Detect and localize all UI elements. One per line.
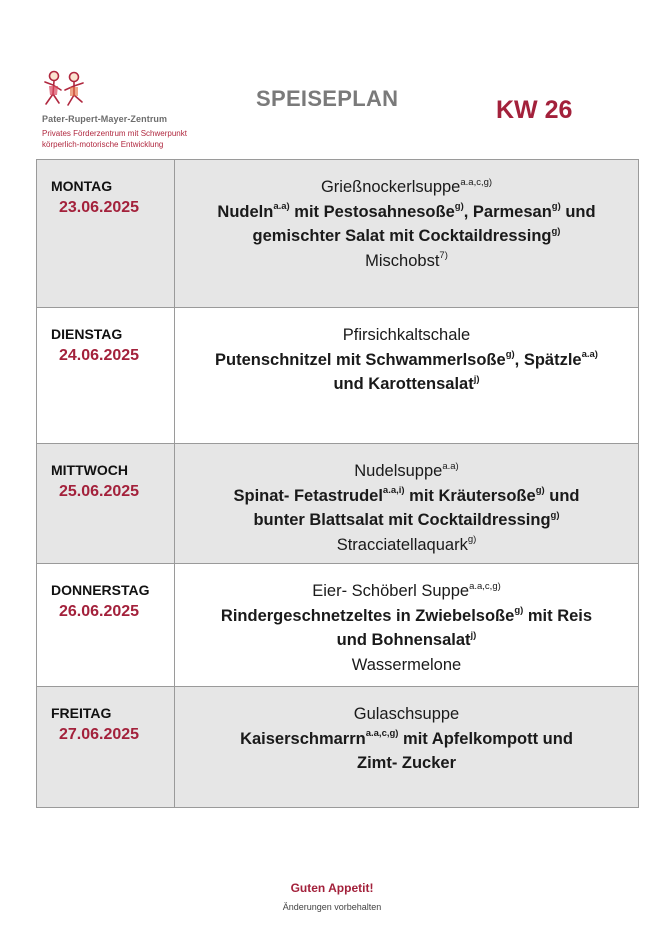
side-dish-line (175, 249, 638, 274)
dishes-cell (175, 564, 639, 686)
day-cell (37, 160, 175, 307)
allergen-code: a.a,i) (382, 485, 405, 496)
dish-text: mit Pestosahnesoße (289, 202, 455, 221)
calendar-week: KW 26 (496, 96, 573, 124)
side-dish-line (175, 579, 638, 604)
dish-text: Pfirsichkaltschale (342, 326, 471, 344)
side-dish-line (175, 323, 638, 348)
main-dish-line (175, 200, 638, 225)
allergen-code: g) (454, 201, 464, 212)
menu-row-tuesday (37, 308, 639, 444)
page-title: SPEISEPLAN (256, 86, 399, 111)
dishes-cell (175, 160, 639, 307)
logo-subtitle: Privates Förderzentrum mit Schwerpunkt (42, 129, 187, 138)
dish-text: und Bohnensalat (336, 631, 471, 649)
allergen-code: a.a,c,g) (365, 728, 399, 739)
day-date: 23.06.2025 (59, 199, 140, 216)
dish-text: Zimt- Zucker (356, 754, 457, 772)
dishes-cell (175, 444, 639, 563)
day-name: DIENSTAG (51, 326, 123, 342)
day-name: MITTWOCH (51, 462, 128, 478)
dish-text: Nudelsuppe (354, 462, 443, 480)
day-date: 25.06.2025 (59, 483, 140, 500)
allergen-code: j) (470, 629, 477, 641)
two-children-running-logo-icon (40, 68, 90, 112)
footer-title: Guten Appetit! (290, 881, 374, 895)
allergen-code: a.a,c,g) (469, 580, 501, 592)
allergen-code: g) (514, 605, 524, 616)
dish-text: mit Apfelkompott und (398, 729, 573, 748)
allergen-code: 7) (439, 250, 448, 261)
allergen-code: a.a) (273, 201, 290, 212)
dish-text: Spinat- Fetastrudel (233, 486, 383, 505)
dish-text: mit Reis (523, 606, 593, 625)
day-name: MONTAG (51, 178, 113, 194)
allergen-code: g) (551, 201, 561, 212)
dish-text: Putenschnitzel mit Schwammerlsoße (215, 350, 506, 369)
main-dish-line (175, 727, 638, 752)
allergen-code: a.a) (581, 349, 598, 360)
side-dish-line (175, 175, 638, 200)
day-cell (37, 444, 175, 563)
dish-text: Rindergeschnetzeltes in Zwiebelsoße (220, 606, 515, 625)
day-date: 27.06.2025 (59, 726, 140, 743)
allergen-code: g) (505, 349, 515, 360)
dish-text: mit Kräutersoße (404, 486, 536, 505)
dish-text: Kaiserschmarrn (240, 729, 366, 748)
main-dish-line (175, 348, 638, 373)
dish-text: , Spätzle (514, 350, 582, 369)
day-date: 24.06.2025 (59, 347, 140, 364)
main-dish-line (175, 224, 638, 249)
dish-text: Eier- Schöberl Suppe (312, 582, 470, 600)
dish-text: gemischter Salat mit Cocktaildressing (252, 227, 552, 245)
side-dish-line (175, 653, 638, 678)
main-dish-line (175, 508, 638, 533)
side-dish-line (175, 702, 638, 727)
menu-row-friday (37, 687, 639, 808)
side-dish-line (175, 459, 638, 484)
logo-name: Pater-Rupert-Mayer-Zentrum (42, 114, 168, 124)
allergen-code: g) (551, 225, 561, 237)
dish-text: bunter Blattsalat mit Cocktaildressing (253, 511, 551, 529)
dish-text: und (560, 202, 596, 221)
day-date: 26.06.2025 (59, 603, 140, 620)
allergen-code: g) (535, 485, 545, 496)
dish-text: Stracciatellaquark (336, 535, 468, 554)
side-dish-line (175, 533, 638, 558)
allergen-code: g) (467, 534, 477, 545)
day-cell (37, 564, 175, 686)
menu-row-wednesday (37, 444, 639, 564)
dishes-cell (175, 687, 639, 807)
dishes-cell (175, 308, 639, 443)
dish-text: und Karottensalat (333, 375, 474, 393)
day-name: FREITAG (51, 705, 112, 721)
menu-table (36, 159, 639, 808)
footer-note: Änderungen vorbehalten (282, 902, 382, 912)
main-dish-line (175, 604, 638, 629)
menu-row-thursday (37, 564, 639, 687)
main-dish-line (175, 751, 638, 776)
dish-text: Wassermelone (351, 655, 462, 674)
main-dish-line (175, 484, 638, 509)
day-cell (37, 687, 175, 807)
logo-subtitle-2: körperlich-motorische Entwicklung (42, 140, 164, 149)
menu-row-monday (37, 160, 639, 308)
dish-text: Nudeln (217, 202, 274, 221)
day-name: DONNERSTAG (51, 582, 150, 598)
main-dish-line (175, 628, 638, 653)
day-cell (37, 308, 175, 443)
allergen-code: a.a) (442, 460, 459, 472)
allergen-code: g) (550, 509, 560, 521)
dish-text: und (544, 486, 580, 505)
dish-text: Gulaschsuppe (353, 705, 460, 723)
dish-text: Grießnockerlsuppe (320, 178, 461, 196)
dish-text: Mischobst (365, 251, 440, 270)
allergen-code: j) (473, 373, 480, 385)
allergen-code: a.a,c,g) (460, 176, 493, 188)
main-dish-line (175, 372, 638, 397)
dish-text: , Parmesan (463, 202, 552, 221)
